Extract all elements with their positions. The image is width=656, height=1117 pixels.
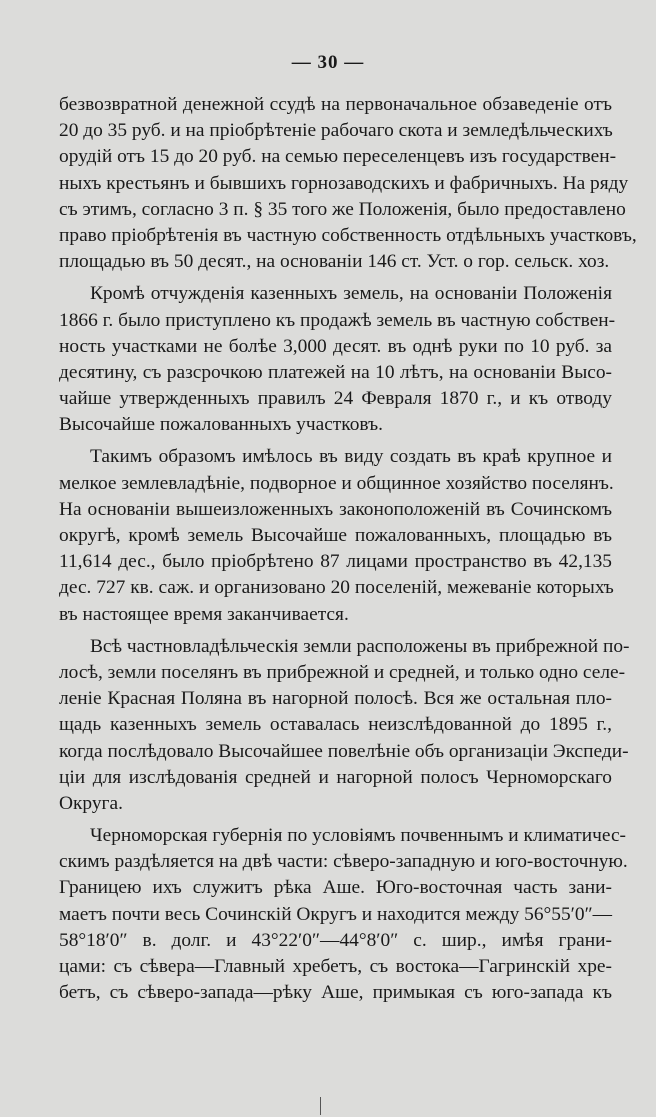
text-line: леніе Красная Поляна въ нагорной полосѣ. Вся же остальная пло- (59, 688, 612, 710)
text-line: орудій отъ 15 до 20 руб. на семью переселенцевъ изъ государствен- (59, 146, 617, 168)
text-line: 58°18′0″ в. долг. и 43°22′0″—44°8′0″ с. шир., имѣя грани- (59, 929, 612, 951)
text-line: площадью въ 50 десят., на основаніи 146 ст. Уст. о гор. сельск. хоз. (59, 251, 610, 273)
text-line: 11,614 дес., было пріобрѣтено 87 лицами пространство въ 42,135 (59, 551, 612, 573)
text-line: когда послѣдовало Высочайшее повелѣніе объ организаціи Экспеди- (59, 740, 629, 762)
text-line: бетъ, съ сѣверо-запада—рѣку Аше, примыкая съ юго-запада къ (59, 982, 612, 1004)
paragraph-2 (59, 281, 616, 438)
text-line: Границею ихъ служитъ рѣка Аше. Юго-восточная часть зани- (59, 877, 612, 899)
text-line: въ настоящее время заканчивается. (59, 603, 349, 625)
text-line: 1866 г. было приступлено къ продажѣ земель въ частную собствен- (59, 309, 616, 331)
text-line: десятину, съ разсрочкою платежей на 10 лѣтъ, на основаніи Высо- (59, 361, 612, 383)
text-line: щадь казенныхъ земель оставалась неизслѣдованной до 1895 г., (59, 714, 612, 736)
text-line: цами: съ сѣвера—Главный хребетъ, съ востока—Гагринскій хре- (59, 956, 612, 977)
text-line: округѣ, кромѣ земель Высочайше пожалованныхъ, площадью въ (59, 525, 612, 546)
text-line: безвозвратной денежной ссудѣ на первоначальное обзаведеніе отъ (59, 94, 612, 115)
body-text (59, 92, 637, 1006)
paragraph-5 (59, 823, 628, 1006)
text-line: ціи для изслѣдованія средней и нагорной полосъ Черноморскаго (59, 766, 612, 788)
text-line: маетъ почти весь Сочинскій Округъ и находится между 56°55′0″— (59, 903, 613, 925)
paragraph-3 (59, 444, 612, 627)
text-line: 20 до 35 руб. и на пріобрѣтеніе рабочаго скота и земледѣльческихъ (59, 120, 613, 142)
paragraph-4 (59, 634, 630, 817)
text-line: лосѣ, земли поселянъ въ прибрежной и средней, и только одно селе- (59, 661, 626, 683)
text-line: мелкое землевладѣніе, подворное и общинное хозяйство поселянъ. (59, 472, 614, 494)
text-line: Кромѣ отчужденія казенныхъ земель, на основаніи Положенія (90, 283, 612, 305)
text-line: дес. 727 кв. саж. и организовано 20 поселеній, межеваніе которыхъ (59, 577, 614, 599)
text-line: скимъ раздѣляется на двѣ части: сѣверо-западную и юго-восточную. (59, 851, 628, 873)
binding-mark (320, 1097, 324, 1115)
paragraph-1 (59, 92, 637, 275)
text-line: съ этимъ, согласно 3 п. § 35 того же Положенія, было предоставлено (59, 198, 626, 220)
text-line: ность участками не болѣе 3,000 десят. въ однѣ руки по 10 руб. за (59, 335, 612, 357)
page-number: — 30 — (291, 52, 365, 73)
text-line: Всѣ частновладѣльческія земли расположены въ прибрежной по- (90, 635, 630, 657)
text-line: Черноморская губернія по условіямъ почвеннымъ и климатичес- (90, 825, 627, 847)
text-line: Округа. (59, 792, 123, 814)
text-line: право пріобрѣтенія въ частную собственность отдѣльныхъ участковъ, (59, 224, 637, 246)
text-line: На основаніи вышеизложенныхъ законоположеній въ Сочинскомъ (59, 498, 612, 520)
text-line: Такимъ образомъ имѣлось въ виду создать въ краѣ крупное и (90, 446, 612, 468)
text-line: ныхъ крестьянъ и бывшихъ горнозаводскихъ и фабричныхъ. На ряду (59, 172, 629, 194)
text-line: Высочайше пожалованныхъ участковъ. (59, 414, 383, 436)
text-line: чайше утвержденныхъ правилъ 24 Февраля 1870 г., и къ отводу (59, 388, 612, 410)
